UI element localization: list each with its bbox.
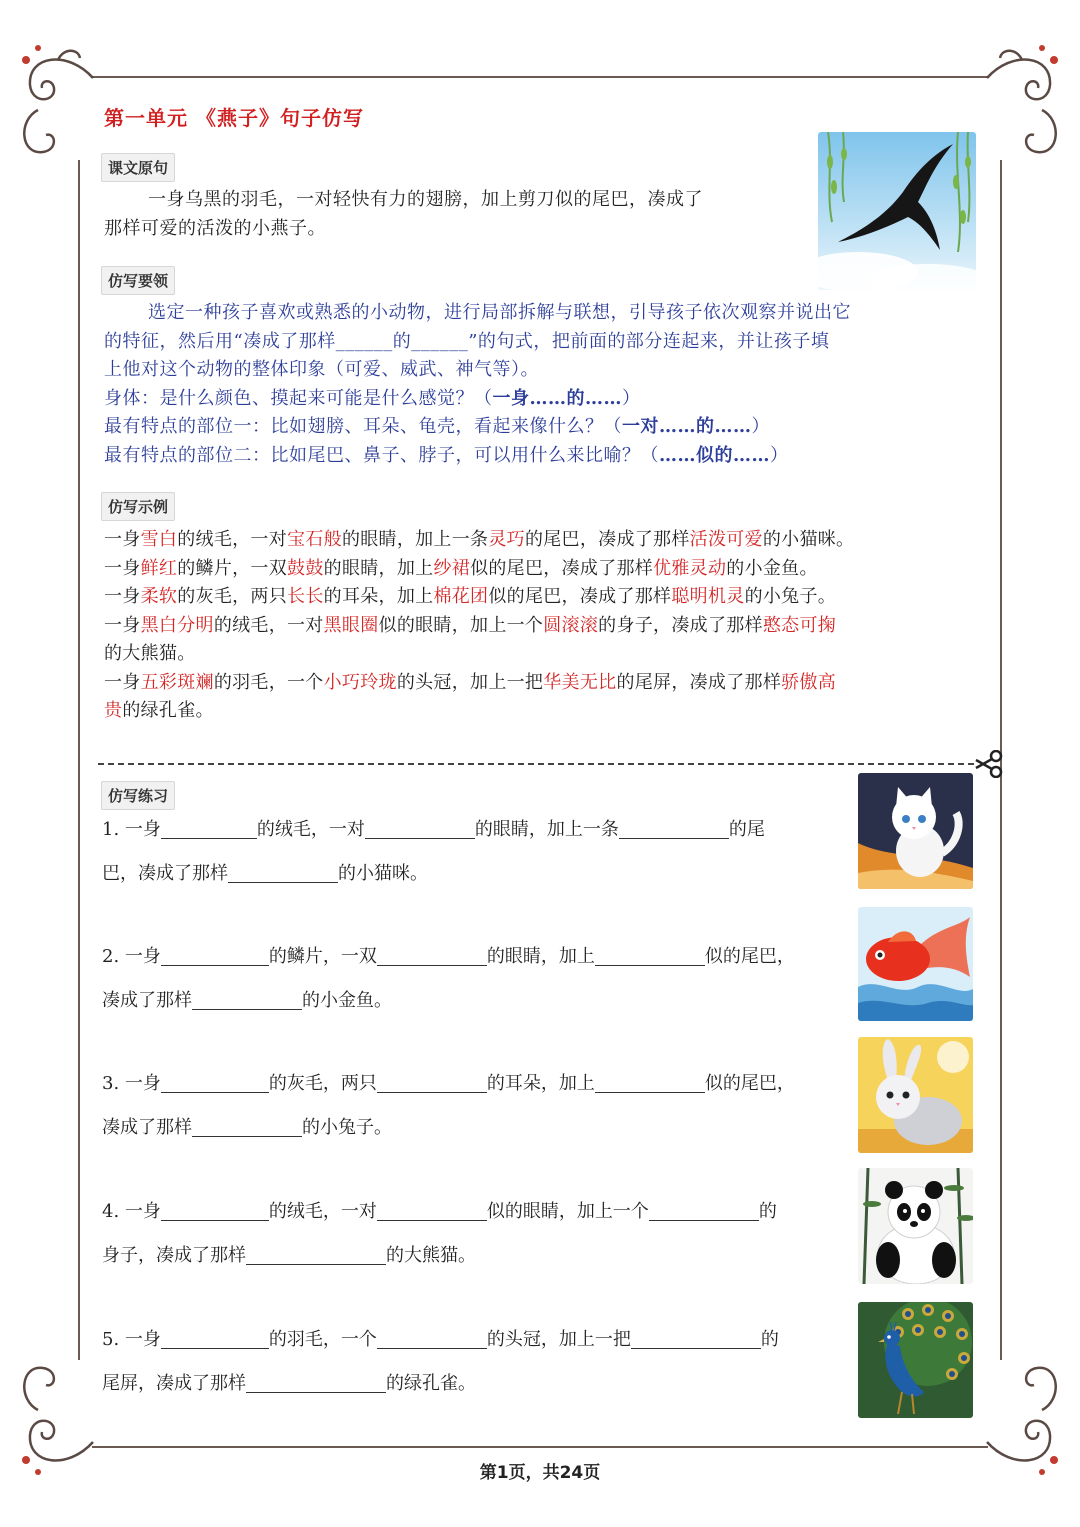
example-text: 一身 (104, 614, 141, 636)
example-text: 一身 (104, 671, 141, 693)
exercise-text: 3. 一身 (102, 1073, 161, 1094)
example-text: 的鳞片，一双 (177, 557, 288, 579)
tips-line-3: 上他对这个动物的整体印象（可爱、威武、神气等）。 (104, 359, 539, 380)
fill-blank[interactable] (595, 945, 705, 966)
example-text: 的耳朵，加上 (323, 586, 434, 607)
example-text: 的绒毛，一对 (213, 614, 324, 636)
exercise-text: 似的尾巴， (704, 1073, 795, 1094)
exercise-4 (102, 1190, 777, 1278)
exercise-text: 1. 一身 (102, 819, 161, 840)
goldfish-illustration (858, 907, 973, 1021)
example-text: 的尾屏，凑成了那样 (616, 671, 782, 693)
tips-paragraph (104, 299, 984, 470)
section-label-original: 课文原句 (101, 153, 175, 182)
tips-part1-pattern: 一对……的…… (622, 416, 752, 437)
fill-blank[interactable] (161, 818, 257, 839)
example-text: 的身子，凑成了那样 (598, 614, 763, 636)
tips-part1-line (104, 413, 984, 442)
example-text: 一身 (104, 557, 141, 579)
exercise-text: 的绿孔雀。 (386, 1373, 476, 1394)
frame-top-line (92, 76, 988, 78)
example-goldfish (104, 555, 984, 584)
exercise-text: 尾屏，凑成了那样 (102, 1373, 246, 1394)
fill-blank[interactable] (649, 1200, 759, 1221)
example-text: 的头冠，加上一把 (396, 671, 544, 693)
tips-part2-close: ） (770, 444, 789, 466)
swallow-illustration (818, 132, 976, 290)
example-keyword: 黑白分明 (140, 614, 214, 636)
exercise-text: 凑成了那样 (102, 1117, 192, 1138)
example-keyword: 憨态可掬 (762, 614, 837, 636)
section-label-examples: 仿写示例 (101, 492, 175, 521)
cut-line (98, 763, 974, 765)
section-label-practice: 仿写练习 (101, 781, 175, 810)
exercise-text: 身子，凑成了那样 (102, 1245, 246, 1266)
exercise-text: 似的尾巴， (704, 946, 795, 967)
tips-part2-line (104, 442, 984, 471)
fill-blank[interactable] (228, 862, 338, 883)
tips-body-close: ） (622, 387, 641, 409)
example-text: 似的眼睛，加上一个 (378, 614, 544, 636)
fill-blank[interactable] (246, 1372, 386, 1393)
example-text: 的羽毛，一个 (213, 671, 324, 693)
example-keyword: 聪明机灵 (671, 586, 745, 607)
fill-blank[interactable] (377, 1200, 487, 1221)
exercise-text: 2. 一身 (102, 946, 161, 967)
fill-blank[interactable] (377, 945, 487, 966)
exercise-text: 的耳朵，加上 (486, 1073, 595, 1094)
exercise-2-line-1 (102, 935, 795, 979)
exercise-text: 的小兔子。 (302, 1117, 392, 1138)
peacock-illustration (858, 1302, 973, 1418)
cat-illustration (858, 773, 973, 889)
fill-blank[interactable] (161, 1072, 269, 1093)
example-keyword: 雪白 (140, 529, 178, 550)
fill-blank[interactable] (161, 945, 269, 966)
example-keyword: 骄傲高 (781, 671, 837, 693)
corner-ornament-top-right (972, 40, 1072, 170)
example-text: 的眼睛，加上一条 (341, 529, 489, 550)
exercise-text: 的大熊猫。 (386, 1245, 476, 1266)
exercise-text: 的头冠，加上一把 (486, 1329, 631, 1350)
example-keyword: 五彩斑斓 (140, 671, 214, 693)
example-keyword: 宝石般 (287, 529, 342, 550)
example-cat (104, 526, 984, 555)
example-peacock-end (104, 697, 984, 726)
exercise-3-line-1 (102, 1062, 795, 1106)
exercise-text: 的 (758, 1201, 777, 1222)
exercise-text: 的绒毛，一对 (268, 1201, 377, 1222)
example-keyword: 柔软 (140, 586, 178, 607)
example-text: 的灰毛，两只 (177, 586, 288, 607)
fill-blank[interactable] (619, 818, 729, 839)
exercise-text: 的小金鱼。 (302, 990, 392, 1011)
exercise-text: 的眼睛，加上一条 (474, 819, 619, 840)
example-text: 的小金鱼。 (726, 557, 818, 579)
tips-part2-pattern: ……似的…… (659, 444, 770, 466)
exercise-text: 的尾 (728, 819, 765, 840)
example-keyword: 黑眼圈 (323, 614, 379, 636)
section-label-tips: 仿写要领 (101, 266, 175, 295)
exercise-2 (102, 935, 795, 1023)
example-keyword: 贵 (104, 700, 123, 721)
example-keyword: 华美无比 (543, 671, 617, 693)
exercise-text: 的绒毛，一对 (256, 819, 365, 840)
exercise-5 (102, 1318, 779, 1406)
scissors-icon (974, 750, 1004, 778)
example-text: 的尾巴，凑成了那样 (524, 529, 690, 550)
exercise-text: 似的眼睛，加上一个 (486, 1201, 649, 1222)
exercise-3-line-2 (102, 1106, 795, 1150)
tips-body-line (104, 385, 984, 414)
fill-blank[interactable] (595, 1072, 705, 1093)
exercise-5-line-1 (102, 1318, 779, 1362)
exercise-5-line-2 (102, 1362, 779, 1406)
tips-part1-question: 最有特点的部位一：比如翅膀、耳朵、龟壳，看起来像什么？（ (104, 416, 622, 437)
fill-blank[interactable] (161, 1200, 269, 1221)
example-keyword: 优雅灵动 (653, 557, 727, 579)
exercise-text: 5. 一身 (102, 1329, 161, 1350)
example-keyword: 灵巧 (488, 529, 525, 550)
exercise-text: 的羽毛，一个 (268, 1329, 377, 1350)
exercise-text: 巴，凑成了那样 (102, 863, 228, 884)
example-panda-end: 的大熊猫。 (104, 643, 196, 664)
fill-blank[interactable] (161, 1328, 269, 1349)
example-panda (104, 612, 984, 641)
exercise-text: 的灰毛，两只 (268, 1073, 377, 1094)
examples-paragraph (104, 526, 984, 726)
example-keyword: 棉花团 (433, 586, 489, 607)
tips-line-1: 选定一种孩子喜欢或熟悉的小动物，进行局部拆解与联想，引导孩子依次观察并说出它 (148, 302, 851, 323)
example-keyword: 圆滚滚 (543, 614, 599, 636)
tips-part1-close: ） (751, 416, 770, 437)
exercise-text: 的鳞片，一双 (268, 946, 377, 967)
exercise-1-line-2 (102, 852, 765, 896)
example-keyword: 鼓鼓 (287, 557, 324, 579)
exercise-text: 的小猫咪。 (338, 863, 428, 884)
exercise-2-line-2 (102, 979, 795, 1023)
panda-illustration (858, 1168, 973, 1284)
frame-left-line (78, 160, 80, 1360)
example-keyword: 鲜红 (140, 557, 178, 579)
example-text: 的小兔子。 (744, 586, 837, 607)
example-rabbit (104, 583, 984, 612)
example-text: 似的尾巴，凑成了那样 (470, 557, 654, 579)
original-sentence (104, 186, 804, 243)
corner-ornament-top-left (8, 40, 108, 170)
fill-blank[interactable] (365, 818, 475, 839)
example-text: 一身 (104, 586, 141, 607)
exercise-text: 4. 一身 (102, 1201, 161, 1222)
page-title: 第一单元 《燕子》句子仿写 (104, 106, 364, 130)
fill-blank[interactable] (192, 1116, 302, 1137)
frame-bottom-line (92, 1446, 988, 1448)
example-text: 一身 (104, 529, 141, 550)
exercise-text: 的眼睛，加上 (486, 946, 595, 967)
example-text: 的眼睛，加上 (323, 557, 434, 579)
example-text: 的小猫咪。 (762, 529, 855, 550)
tips-body-question: 身体：是什么颜色、摸起来可能是什么感觉？（ (104, 387, 493, 409)
tips-part2-question: 最有特点的部位二：比如尾巴、鼻子、脖子，可以用什么来比喻？（ (104, 444, 659, 466)
exercise-4-line-2 (102, 1234, 777, 1278)
example-peacock (104, 669, 984, 698)
fill-blank[interactable] (192, 989, 302, 1010)
exercise-3 (102, 1062, 795, 1150)
fill-blank[interactable] (377, 1328, 487, 1349)
exercise-1-line-1 (102, 808, 765, 852)
original-line-1: 一身乌黑的羽毛，一对轻快有力的翅膀，加上剪刀似的尾巴，凑成了 (148, 189, 703, 210)
example-text: 似的尾巴，凑成了那样 (488, 586, 672, 607)
rabbit-illustration (858, 1037, 973, 1153)
fill-blank[interactable] (246, 1244, 386, 1265)
example-keyword: 小巧玲珑 (323, 671, 397, 693)
example-keyword: 纱裙 (433, 557, 471, 579)
fill-blank[interactable] (631, 1328, 761, 1349)
example-text: 的绒毛，一对 (177, 529, 288, 550)
fill-blank[interactable] (377, 1072, 487, 1093)
tips-body-pattern: 一身……的…… (492, 387, 622, 409)
exercise-text: 凑成了那样 (102, 990, 192, 1011)
example-keyword: 长长 (287, 586, 324, 607)
page-footer: 第1页，共24页 (479, 1463, 601, 1483)
original-line-2: 那样可爱的活泼的小燕子。 (104, 217, 326, 239)
example-keyword: 活泼可爱 (689, 529, 763, 550)
exercise-text: 的 (760, 1329, 779, 1350)
exercise-4-line-1 (102, 1190, 777, 1234)
example-text: 的绿孔雀。 (122, 700, 214, 721)
tips-line-2: 的特征，然后用“凑成了那样______的______”的句式，把前面的部分连起来，并让孩子填 (104, 330, 830, 352)
exercise-1 (102, 808, 765, 896)
